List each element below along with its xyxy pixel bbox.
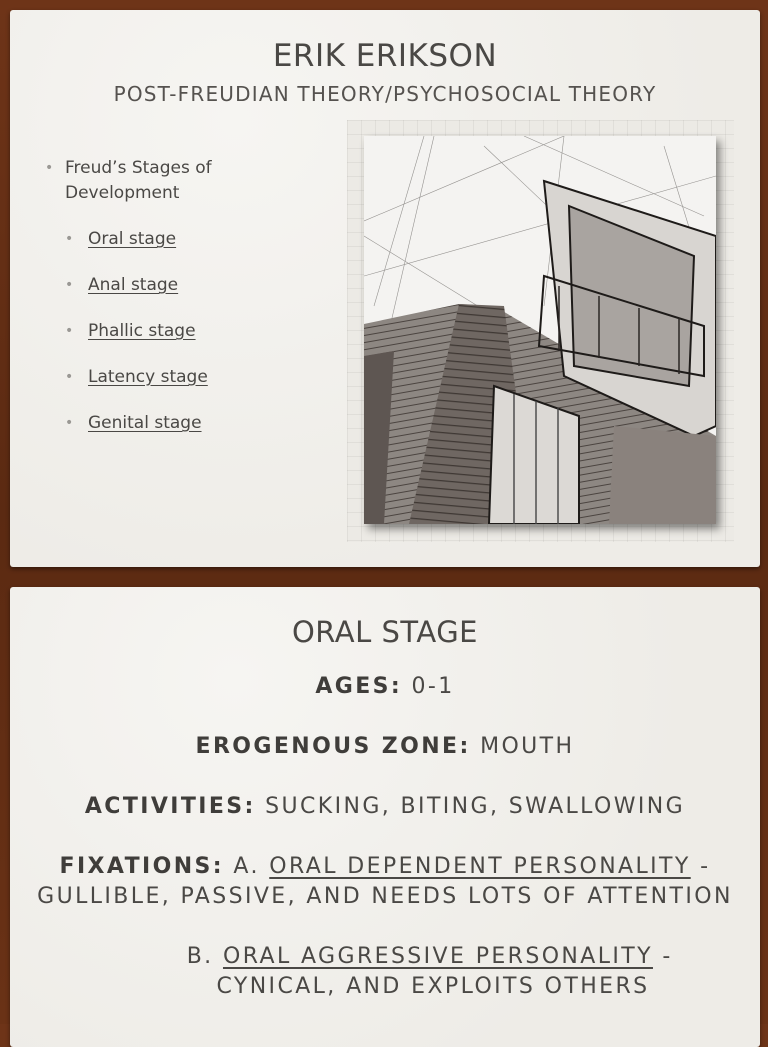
activities-line: [10, 794, 760, 819]
list-item: [65, 366, 208, 412]
link-oral-dependent-personality[interactable]: ORAL DEPENDENT PERSONALITY: [269, 854, 691, 879]
architectural-sketch-image: [364, 136, 716, 524]
stage-link-list: [65, 228, 208, 458]
slide-erik-erikson: [10, 10, 760, 567]
fixation-b-desc-text: CYNICAL, AND EXPLOITS OTHERS: [216, 974, 650, 999]
bullet-freud-stages: [45, 156, 335, 206]
zone-line: [10, 734, 760, 759]
slide-title: ERIK ERIKSON: [272, 38, 498, 74]
ages-label: AGES:: [315, 674, 403, 699]
zone-value: MOUTH: [480, 734, 575, 759]
fixation-b-line: [10, 944, 760, 969]
list-item: [65, 274, 208, 320]
link-latency-stage[interactable]: Latency stage: [88, 367, 208, 387]
bullet-line-1: Freud’s Stages of: [65, 158, 212, 178]
activities-value: SUCKING, BITING, SWALLOWING: [265, 794, 686, 819]
activities-label: ACTIVITIES:: [84, 794, 256, 819]
link-oral-stage[interactable]: Oral stage: [88, 229, 177, 249]
slide-title: ORAL STAGE: [291, 615, 478, 649]
fixations-label: FIXATIONS:: [59, 854, 224, 879]
fixation-a-dash: -: [700, 854, 711, 879]
fixation-b-prefix: B.: [186, 944, 214, 969]
link-oral-aggressive-personality[interactable]: ORAL AGGRESSIVE PERSONALITY: [222, 944, 653, 969]
list-item: [65, 228, 208, 274]
ages-value: 0-1: [411, 674, 455, 699]
fixation-a-prefix: A.: [233, 854, 260, 879]
bullet-line-2: Development: [65, 183, 180, 203]
list-item: [65, 412, 208, 458]
bullet-list: [45, 156, 335, 206]
link-anal-stage[interactable]: Anal stage: [88, 275, 179, 295]
list-item: [65, 320, 208, 366]
fixation-a-line: [10, 854, 760, 879]
ages-line: [10, 674, 760, 699]
fixation-b-description: [10, 974, 760, 999]
slide-subtitle: POST-FREUDIAN THEORY/PSYCHOSOCIAL THEORY: [113, 82, 657, 106]
link-phallic-stage[interactable]: Phallic stage: [88, 321, 196, 341]
link-genital-stage[interactable]: Genital stage: [88, 413, 202, 433]
slide-oral-stage: [10, 587, 760, 1047]
zone-label: EROGENOUS ZONE:: [195, 734, 471, 759]
fixation-a-description: GULLIBLE, PASSIVE, AND NEEDS LOTS OF ATTENTION: [37, 884, 733, 909]
fixation-b-dash: -: [662, 944, 673, 969]
